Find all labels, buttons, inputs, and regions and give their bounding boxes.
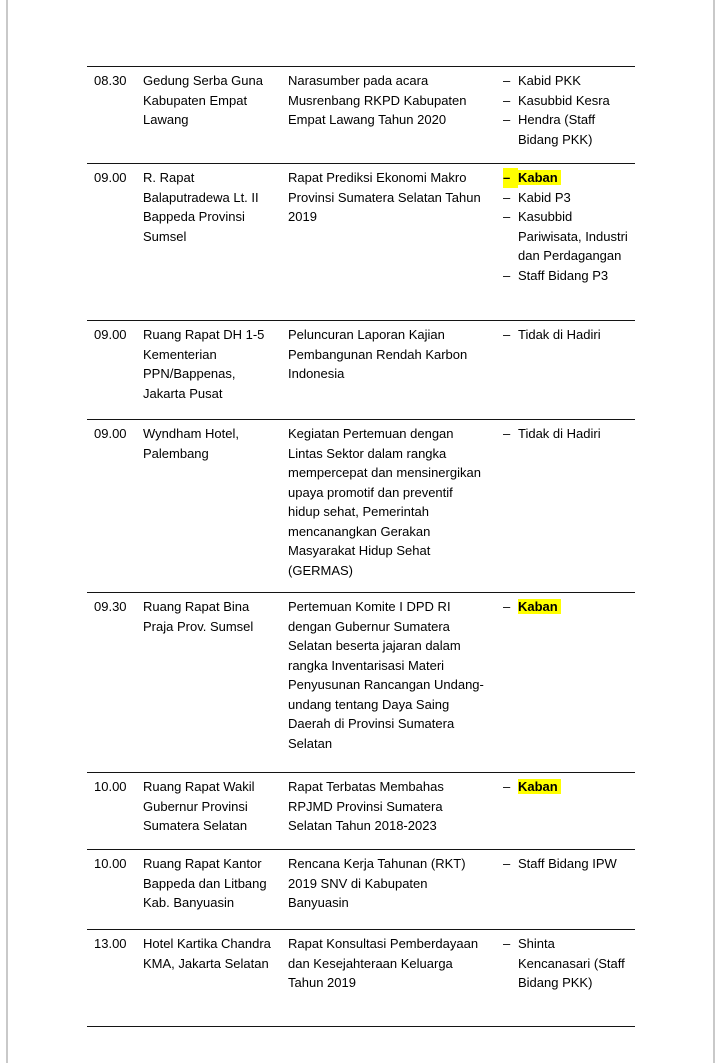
attendee-name: Tidak di Hadiri — [518, 426, 601, 441]
attendee-list — [503, 420, 635, 592]
list-dash: – — [503, 856, 511, 871]
event-cell: Peluncuran Laporan Kajian Pembangunan Rendah Karbon Indonesia — [288, 327, 468, 381]
attendee-name: Staff Bidang IPW — [518, 856, 617, 871]
location-cell: R. Rapat Balaputradewa Lt. II Bappeda Provinsi Sumsel — [143, 170, 259, 244]
schedule-table — [87, 66, 635, 1027]
list-dash: – — [503, 426, 511, 441]
list-dash: – — [503, 168, 518, 188]
schedule-row — [87, 419, 635, 592]
attendee-item — [503, 597, 629, 617]
attendee-list — [503, 321, 635, 419]
list-dash: – — [503, 92, 511, 108]
location-cell: Wyndham Hotel, Palembang — [143, 426, 239, 461]
schedule-row — [87, 929, 635, 1026]
location-cell: Ruang Rapat Wakil Gubernur Provinsi Sumatera Selatan — [143, 779, 255, 833]
event-cell: Rapat Konsultasi Pemberdayaan dan Kesejahteraan Keluarga Tahun 2019 — [288, 936, 479, 990]
attendee-item — [503, 424, 629, 444]
time-cell: 08.30 — [94, 73, 127, 88]
attendee-name: Kaban — [518, 170, 561, 185]
list-dash: – — [503, 209, 511, 224]
list-dash: – — [503, 73, 511, 88]
attendee-name: Shinta Kencanasari (Staff Bidang PKK) — [518, 936, 625, 990]
schedule-row — [87, 320, 635, 419]
event-cell: Rencana Kerja Tahunan (RKT) 2019 SNV di Kabupaten Banyuasin — [288, 856, 466, 910]
time-cell: 09.30 — [94, 599, 127, 614]
attendee-list — [503, 850, 635, 929]
attendee-name: Kasubbid Kesra — [518, 92, 610, 108]
event-cell: Rapat Terbatas Membahas RPJMD Provinsi Sumatera Selatan Tahun 2018-2023 — [288, 779, 444, 833]
list-dash: – — [503, 189, 511, 205]
attendee-list — [503, 164, 635, 320]
time-cell: 09.00 — [94, 170, 127, 185]
attendee-name: Kabid P3 — [518, 189, 571, 205]
time-cell: 10.00 — [94, 856, 127, 871]
schedule-row — [87, 592, 635, 772]
list-dash: – — [503, 599, 511, 614]
attendee-list — [503, 593, 635, 772]
event-cell: Narasumber pada acara Musrenbang RKPD Kabupaten Empat Lawang Tahun 2020 — [288, 73, 467, 127]
attendee-name: Kaban — [518, 779, 561, 794]
schedule-row — [87, 66, 635, 163]
location-cell: Hotel Kartika Chandra KMA, Jakarta Selatan — [143, 936, 271, 971]
attendee-item — [503, 71, 629, 91]
event-cell: Rapat Prediksi Ekonomi Makro Provinsi Sumatera Selatan Tahun 2019 — [288, 170, 481, 224]
attendee-list — [503, 773, 635, 849]
location-cell: Ruang Rapat Bina Praja Prov. Sumsel — [143, 599, 254, 634]
event-cell: Kegiatan Pertemuan dengan Lintas Sektor dalam rangka mempercepat dan mensinergikan upaya promotif dan preventif hidup sehat, Pemerintah mencanangkan Gerakan Masyarakat Hidup Sehat (GERMAS) — [288, 426, 481, 578]
attendee-list — [503, 67, 635, 163]
location-cell: Ruang Rapat Kantor Bappeda dan Litbang Kab. Banyuasin — [143, 856, 267, 910]
location-cell: Ruang Rapat DH 1-5 Kementerian PPN/Bappenas, Jakarta Pusat — [143, 327, 265, 401]
time-cell: 13.00 — [94, 936, 127, 951]
time-cell: 09.00 — [94, 327, 127, 342]
list-dash: – — [503, 327, 511, 342]
page-edge-left — [6, 0, 8, 1063]
attendee-item — [503, 207, 629, 266]
schedule-row — [87, 849, 635, 929]
attendee-name: Kaban — [518, 599, 561, 614]
attendee-item — [503, 777, 629, 797]
attendee-name: Kabid PKK — [518, 73, 581, 88]
event-cell: Pertemuan Komite I DPD RI dengan Gubernur Sumatera Selatan beserta jajaran dalam rangka Inventarisasi Materi Penyusunan Rancangan Undang-undang tentang Daya Saing Daerah di Provinsi Sumatera Selatan — [288, 599, 484, 751]
attendee-name: Staff Bidang P3 — [518, 267, 609, 283]
attendee-item — [503, 91, 629, 111]
attendee-name: Hendra (Staff Bidang PKK) — [518, 112, 596, 147]
attendee-item — [503, 188, 629, 208]
page-edge-right — [713, 0, 715, 1063]
attendee-item — [503, 854, 629, 874]
list-dash: – — [503, 267, 511, 283]
time-cell: 09.00 — [94, 426, 127, 441]
list-dash: – — [503, 112, 511, 127]
schedule-row — [87, 163, 635, 320]
attendee-item — [503, 934, 629, 993]
location-cell: Gedung Serba Guna Kabupaten Empat Lawang — [143, 73, 263, 127]
time-cell: 10.00 — [94, 779, 127, 794]
attendee-name: Tidak di Hadiri — [518, 327, 601, 342]
attendee-item — [503, 168, 629, 188]
attendee-item — [503, 110, 629, 149]
attendee-item — [503, 325, 629, 345]
list-dash: – — [503, 779, 511, 794]
schedule-row — [87, 772, 635, 849]
attendee-list — [503, 930, 635, 1026]
attendee-item — [503, 266, 629, 286]
list-dash: – — [503, 936, 511, 951]
attendee-name: Kasubbid Pariwisata, Industri dan Perdagangan — [518, 209, 628, 263]
